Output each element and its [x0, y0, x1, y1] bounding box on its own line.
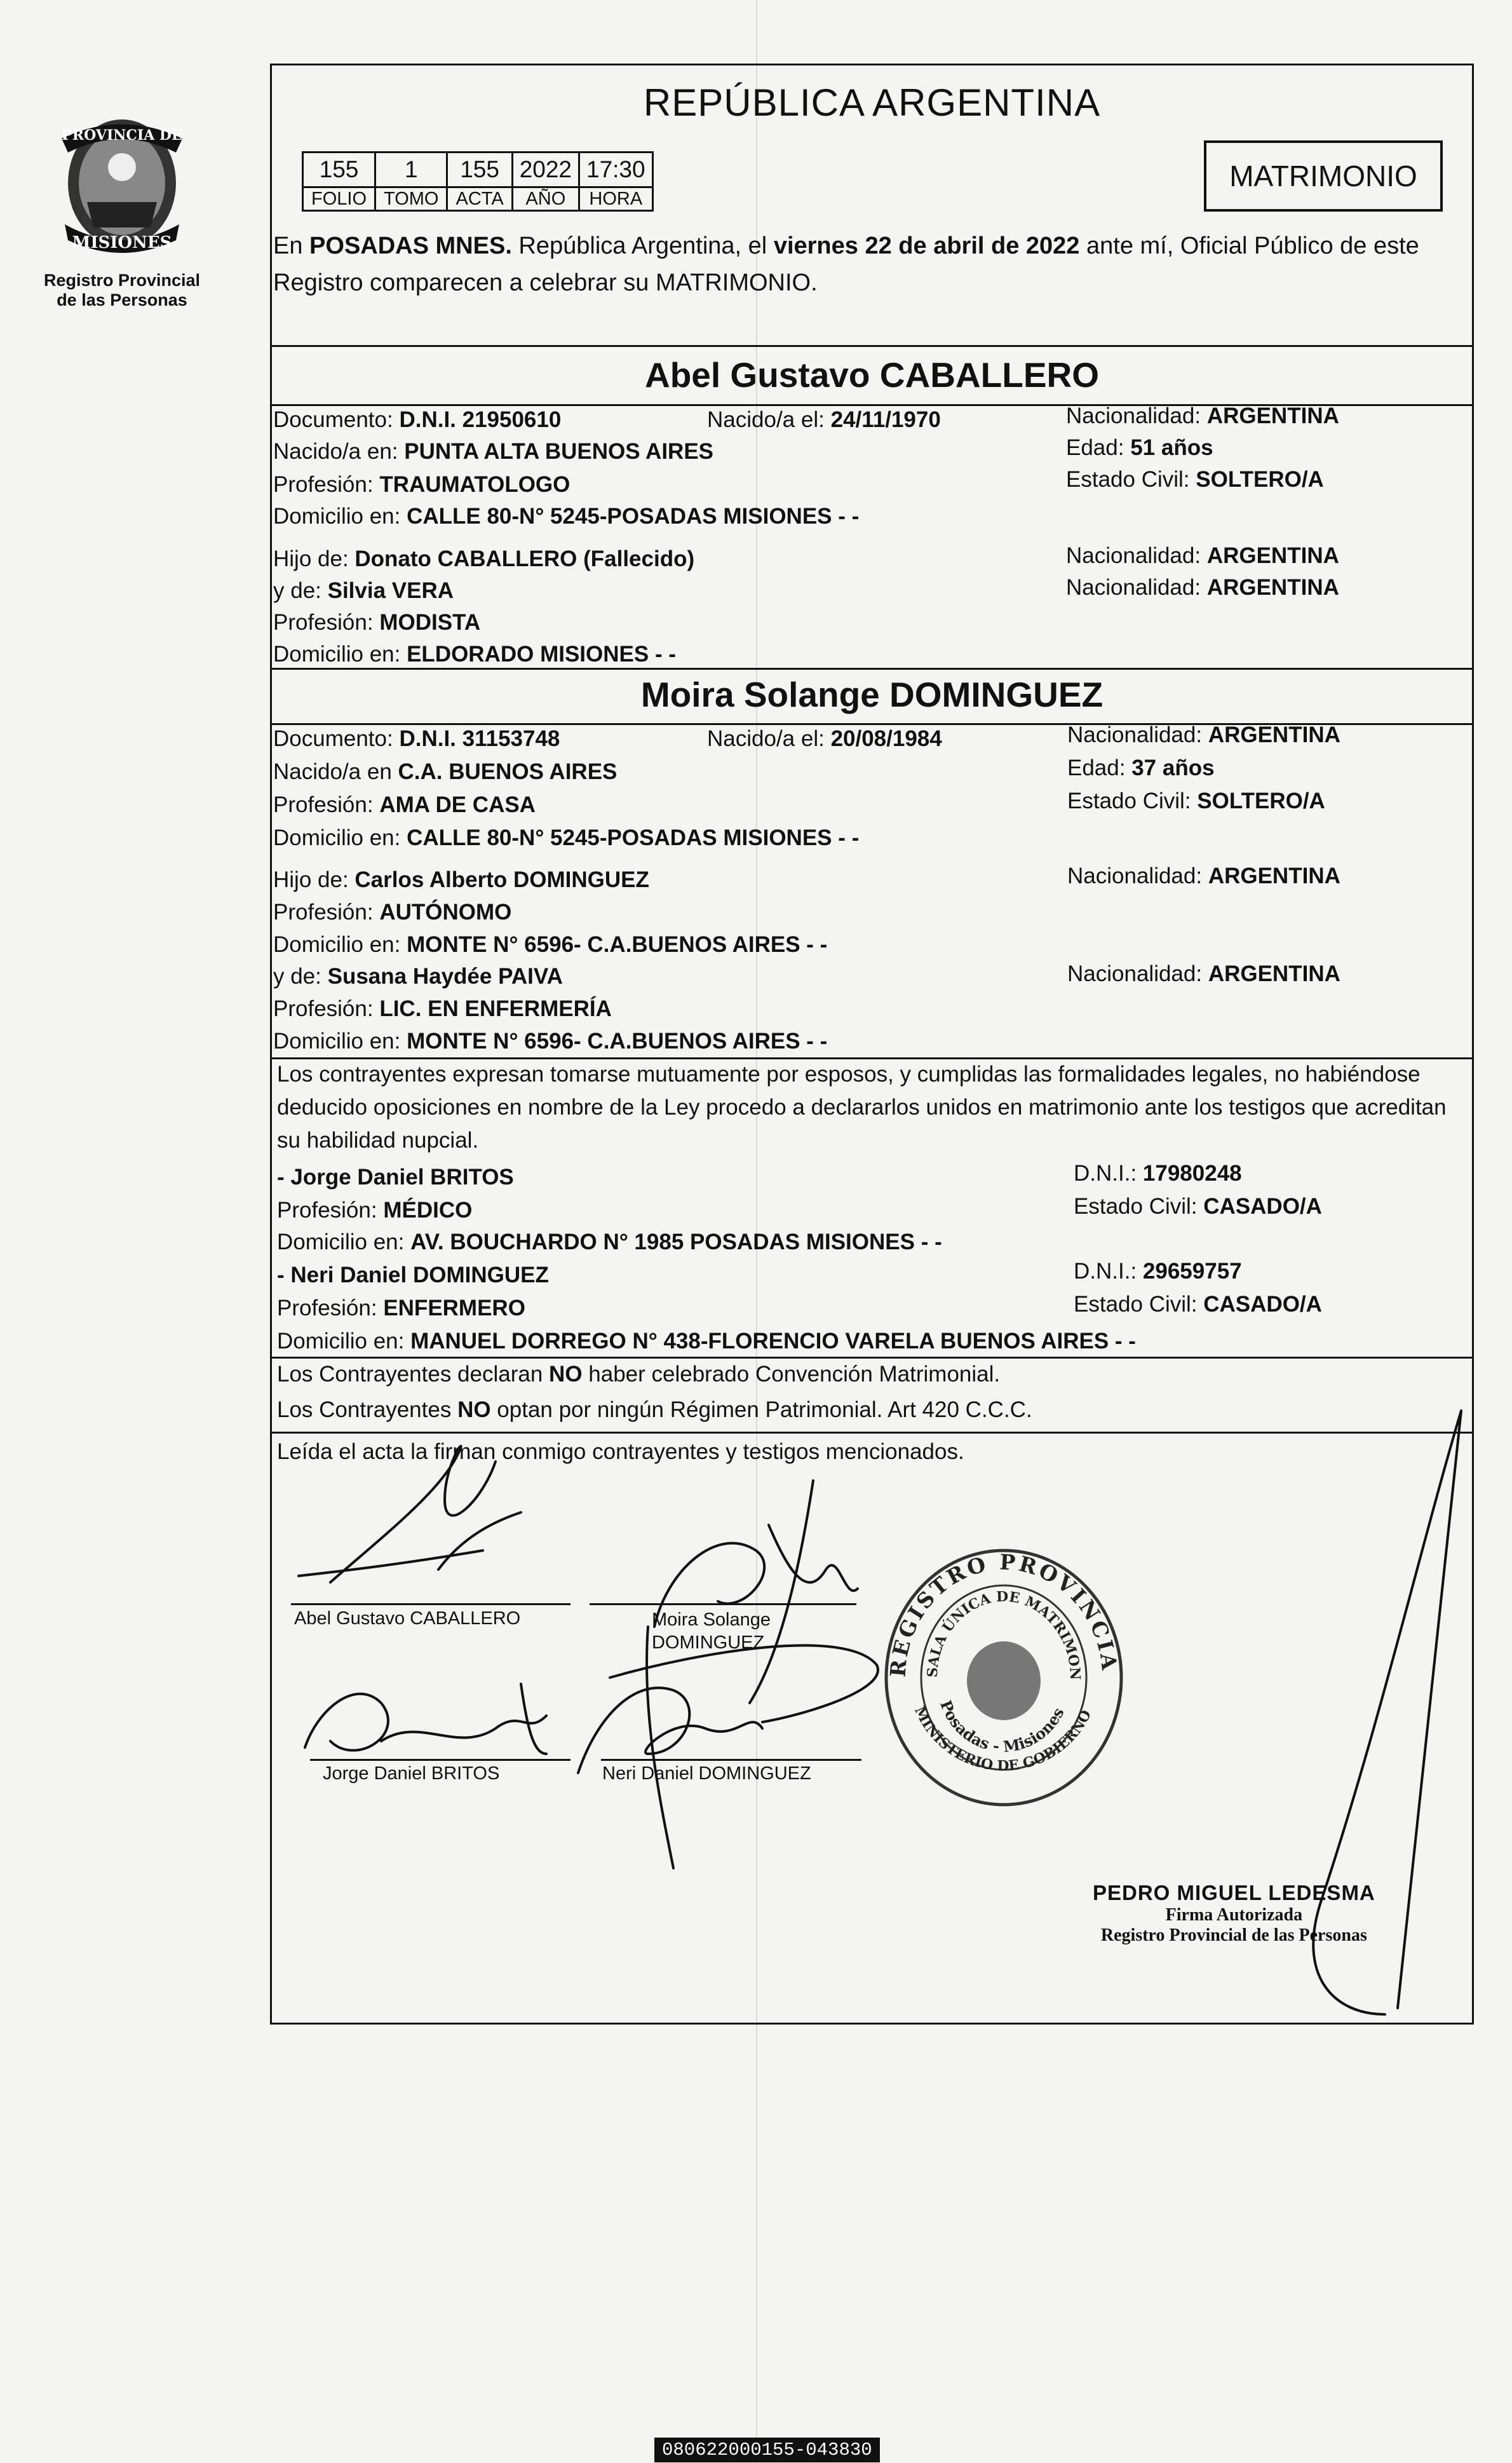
groom-signature-line: [291, 1603, 570, 1605]
regime-statement: Los Contrayentes NO optan por ningún Régimen Patrimonial. Art 420 C.C.C.: [277, 1397, 1032, 1422]
groom-document: Documento: D.N.I. 21950610: [273, 407, 562, 432]
intro-paragraph: [273, 227, 1468, 301]
groom-mother: y de: Silvia VERA: [273, 578, 454, 603]
intro-date: viernes 22 de abril de 2022: [773, 233, 1080, 259]
official-block: [1093, 1881, 1375, 1946]
record-meta-table: [302, 151, 654, 212]
bride-birthdate: Nacido/a el: 20/08/1984: [707, 726, 942, 751]
misiones-logo: [39, 107, 205, 310]
intro-city: POSADAS MNES.: [309, 233, 512, 259]
groom-father-nationality: Nacionalidad: ARGENTINA: [1066, 543, 1339, 568]
hour-value: 17:30: [579, 153, 653, 187]
stamp-seal-icon: [877, 1544, 1131, 1811]
bride-mother-address: Domicilio en: MONTE N° 6596- C.A.BUENOS AIRES - -: [273, 1029, 828, 1054]
bride-age: Edad: 37 años: [1067, 756, 1215, 780]
witness1-signature-line: [310, 1759, 570, 1761]
bride-mother-profession: Profesión: LIC. EN ENFERMERÍA: [273, 996, 612, 1021]
bride-birthplace: Nacido/a en C.A. BUENOS AIRES: [273, 759, 618, 784]
witness2-signature-line: [601, 1759, 861, 1761]
bride-signature-name: Moira Solange DOMINGUEZ: [652, 1610, 771, 1653]
year-value: 2022: [512, 153, 579, 187]
witness2-name: - Neri Daniel DOMINGUEZ: [277, 1263, 549, 1287]
bride-father-nationality: Nacionalidad: ARGENTINA: [1067, 864, 1340, 888]
witness2-dni: D.N.I.: 29659757: [1074, 1259, 1242, 1284]
witness1-civil-status: Estado Civil: CASADO/A: [1074, 1194, 1322, 1219]
groom-profession: Profesión: TRAUMATOLOGO: [273, 472, 570, 497]
groom-mother-nationality: Nacionalidad: ARGENTINA: [1066, 575, 1339, 600]
intro-text: ante mí, Oficial Público de este Registro comparecen a celebrar su MATRIMONIO.: [273, 233, 1419, 296]
divider: [272, 668, 1472, 670]
bride-mother: y de: Susana Haydée PAIVA: [273, 964, 563, 989]
bride-civil-status: Estado Civil: SOLTERO/A: [1067, 789, 1325, 813]
groom-nationality: Nacionalidad: ARGENTINA: [1066, 404, 1339, 428]
groom-mother-profession: Profesión: MODISTA: [273, 610, 481, 635]
bride-name: Moira Solange DOMINGUEZ: [640, 675, 1104, 714]
witness2-profession: Profesión: ENFERMERO: [277, 1296, 525, 1320]
acta-label: ACTA: [447, 187, 512, 211]
divider: [272, 345, 1472, 347]
convention-statement: Los Contrayentes declaran NO haber celebrado Convención Matrimonial.: [277, 1362, 1001, 1387]
bride-father-address: Domicilio en: MONTE N° 6596- C.A.BUENOS AIRES - -: [273, 932, 828, 957]
logo-bottom-text: MISIONES: [72, 233, 172, 252]
declaration-text: Los contrayentes expresan tomarse mutuamente por esposos, y cumplidas las formalidades legales, no habiéndose deducido oposiciones en nombre de la Ley procedo a declararlos unidos en matrimonio ante los testigos que acreditan su habilidad nupcial.: [277, 1062, 1447, 1153]
witness1-profession: Profesión: MÉDICO: [277, 1198, 473, 1223]
groom-name: Abel Gustavo CABALLERO: [644, 355, 1100, 395]
folio-label: FOLIO: [303, 187, 375, 211]
bride-father: Hijo de: Carlos Alberto DOMINGUEZ: [273, 867, 649, 892]
groom-birthplace: Nacido/a en: PUNTA ALTA BUENOS AIRES: [273, 439, 714, 464]
year-label: AÑO: [512, 187, 579, 211]
acta-value: 155: [447, 153, 512, 187]
registry-stamp: [877, 1544, 1131, 1814]
witness1-name: - Jorge Daniel BRITOS: [277, 1165, 514, 1190]
tomo-label: TOMO: [375, 187, 447, 211]
bride-signature-line: [590, 1603, 856, 1605]
stamp-city-text: Posadas - Misiones: [936, 1697, 1068, 1756]
groom-signature-name: Abel Gustavo CABALLERO: [294, 1608, 521, 1629]
stamp-bottom-text: MINISTERIO DE GOBIERNO: [911, 1704, 1095, 1775]
stamp-inner-text: SALA ÚNICA DE MATRIMON: [924, 1588, 1084, 1681]
closing-statement: Leída el acta la firman conmigo contrayentes y testigos mencionados.: [277, 1439, 964, 1464]
groom-civil-status: Estado Civil: SOLTERO/A: [1066, 467, 1324, 492]
hour-label: HORA: [579, 187, 653, 211]
tomo-value: 1: [375, 153, 447, 187]
witness1-address: Domicilio en: AV. BOUCHARDO N° 1985 POSADAS MISIONES - -: [277, 1230, 942, 1254]
official-role: Firma Autorizada: [1165, 1905, 1303, 1925]
record-type-box: MATRIMONIO: [1204, 140, 1443, 212]
logo-caption: Registro Provincial de las Personas: [43, 271, 201, 309]
stamp-outer-text: REGISTRO PROVINCIA: [885, 1549, 1123, 1678]
bride-nationality: Nacionalidad: ARGENTINA: [1067, 723, 1340, 747]
country-title: REPÚBLICA ARGENTINA: [643, 81, 1101, 124]
witness1-dni: D.N.I.: 17980248: [1074, 1161, 1242, 1186]
intro-text: República Argentina, el: [511, 233, 774, 259]
folio-value: 155: [303, 153, 375, 187]
witness2-address: Domicilio en: MANUEL DORREGO N° 438-FLORENCIO VARELA BUENOS AIRES - -: [277, 1329, 1136, 1354]
witness1-signature-name: Jorge Daniel BRITOS: [323, 1763, 500, 1784]
coat-of-arms-icon: [49, 107, 195, 266]
groom-mother-address: Domicilio en: ELDORADO MISIONES - -: [273, 642, 676, 667]
groom-age: Edad: 51 años: [1066, 435, 1213, 460]
official-name: PEDRO MIGUEL LEDESMA: [1093, 1881, 1375, 1904]
logo-top-text: PROVINCIA DE: [62, 127, 182, 144]
bride-father-profession: Profesión: AUTÓNOMO: [273, 900, 512, 925]
bride-mother-nationality: Nacionalidad: ARGENTINA: [1067, 961, 1340, 986]
witness2-signature-name: Neri Daniel DOMINGUEZ: [602, 1763, 811, 1784]
bride-profession: Profesión: AMA DE CASA: [273, 792, 536, 817]
document-code: 080622000155-043830: [654, 2438, 880, 2462]
divider: [272, 1357, 1472, 1359]
witness2-civil-status: Estado Civil: CASADO/A: [1074, 1292, 1322, 1317]
bride-document: Documento: D.N.I. 31153748: [273, 726, 560, 751]
divider: [272, 1432, 1472, 1434]
bride-address: Domicilio en: CALLE 80-N° 5245-POSADAS MISIONES - -: [273, 825, 860, 850]
groom-address: Domicilio en: CALLE 80-N° 5245-POSADAS MISIONES - -: [273, 504, 860, 529]
marriage-certificate: [270, 64, 1474, 2025]
groom-birthdate: Nacido/a el: 24/11/1970: [707, 407, 941, 432]
groom-father: Hijo de: Donato CABALLERO (Fallecido): [273, 546, 695, 571]
official-organization: Registro Provincial de las Personas: [1100, 1925, 1367, 1945]
intro-text: En: [273, 233, 310, 259]
